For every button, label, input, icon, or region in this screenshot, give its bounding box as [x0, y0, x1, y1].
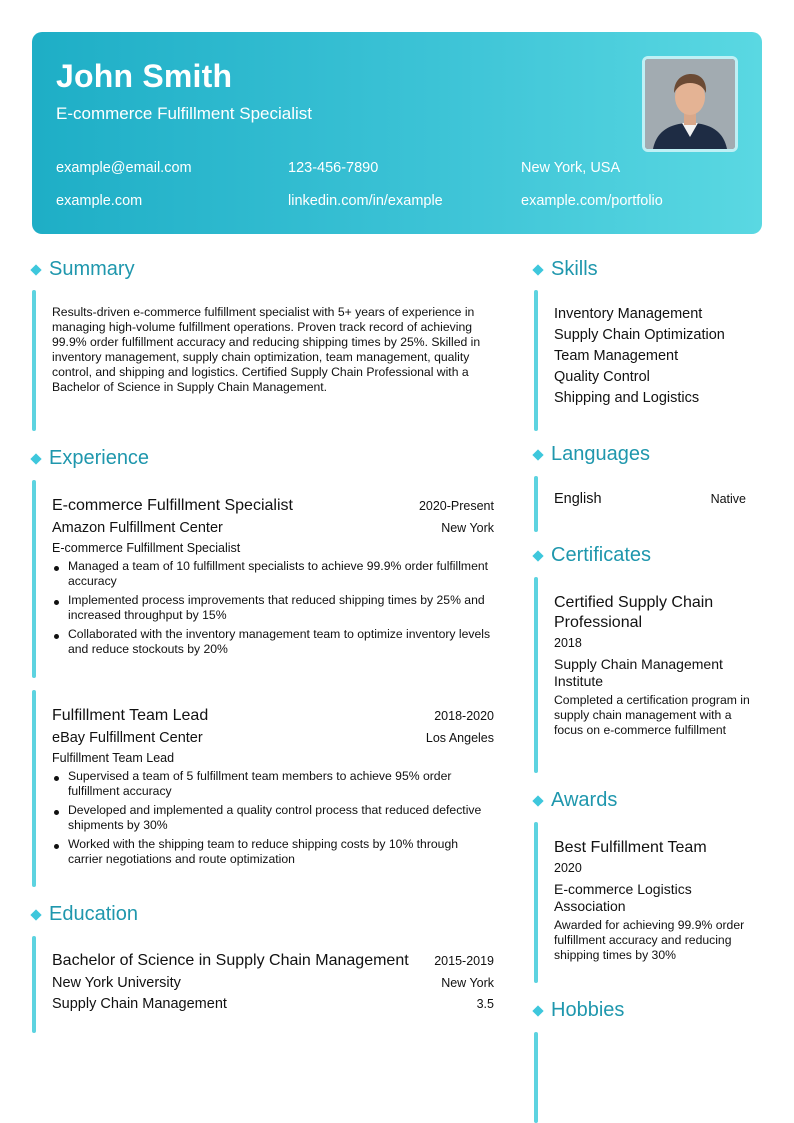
diamond-bullet-icon: [532, 795, 543, 806]
education-item: [32, 936, 502, 1033]
languages-heading: Languages: [534, 443, 650, 466]
diamond-bullet-icon: [532, 449, 543, 460]
skills-heading: Skills: [534, 258, 598, 281]
job-bullet: Developed and implemented a quality control process that reduced defective shipments by 30%: [52, 803, 492, 833]
candidate-name: John Smith: [56, 58, 233, 94]
experience-item: [32, 690, 502, 887]
contact-linkedin[interactable]: linkedin.com/in/example: [288, 193, 443, 209]
award-year: 2020: [554, 861, 582, 875]
candidate-title: E-commerce Fulfillment Specialist: [56, 104, 313, 123]
job-bullet: Collaborated with the inventory management team to optimize inventory levels and reduce stockouts by 20%: [52, 627, 492, 657]
awards-heading: Awards: [534, 789, 617, 812]
summary-card: [32, 290, 502, 431]
contact-email[interactable]: example@email.com: [56, 160, 192, 176]
job-dates: 2018-2020: [434, 709, 494, 723]
school-location: New York: [441, 976, 494, 990]
skill-item: Quality Control: [554, 369, 650, 385]
certificate-year: 2018: [554, 636, 582, 650]
contact-phone[interactable]: 123-456-7890: [288, 160, 379, 176]
resume-header: [32, 32, 762, 234]
diamond-bullet-icon: [532, 1005, 543, 1016]
certificate-title: Certified Supply Chain Professional: [554, 594, 714, 631]
contact-website[interactable]: example.com: [56, 193, 143, 209]
certificates-heading: Certificates: [534, 544, 651, 567]
job-title: Fulfillment Team Lead: [52, 707, 209, 724]
experience-item: [32, 480, 502, 678]
summary-heading: Summary: [32, 258, 135, 281]
award-description: Awarded for achieving 99.9% order fulfillment accuracy and reducing shipping times by 30%: [554, 918, 745, 962]
certificate-issuer: Supply Chain Management Institute: [554, 656, 723, 689]
company-name: Amazon Fulfillment Center: [52, 520, 223, 536]
diamond-bullet-icon: [30, 264, 41, 275]
skill-item: Shipping and Logistics: [554, 390, 700, 406]
profile-photo: [642, 56, 738, 152]
job-bullets: [52, 769, 492, 871]
award-title: Best Fulfillment Team: [554, 839, 707, 856]
contact-location: New York, USA: [521, 160, 621, 176]
diamond-bullet-icon: [30, 453, 41, 464]
education-heading: Education: [32, 903, 138, 926]
languages-card: [534, 476, 762, 532]
award-item: [534, 822, 762, 983]
certificate-item: [534, 577, 762, 773]
hobbies-card: [534, 1032, 762, 1123]
school-name: New York University: [52, 975, 181, 991]
company-name: eBay Fulfillment Center: [52, 730, 203, 746]
language-level: Native: [710, 492, 746, 506]
hobbies-heading: Hobbies: [534, 999, 624, 1022]
award-issuer: E-commerce Logistics Association: [554, 881, 692, 914]
job-location: New York: [441, 521, 494, 535]
certificate-description: Completed a certification program in supply chain management with a focus on e-commerce fulfillment: [554, 693, 750, 737]
education-dates: 2015-2019: [434, 954, 494, 968]
diamond-bullet-icon: [532, 550, 543, 561]
skills-card: [534, 290, 762, 431]
gpa: 3.5: [476, 997, 494, 1011]
job-location: Los Angeles: [425, 731, 494, 745]
job-role: Fulfillment Team Lead: [52, 751, 175, 765]
experience-heading: Experience: [32, 447, 149, 470]
job-bullet: Worked with the shipping team to reduce shipping costs by 10% through carrier negotiations and route optimization: [52, 837, 492, 867]
job-title: E-commerce Fulfillment Specialist: [52, 497, 293, 514]
contact-portfolio[interactable]: example.com/portfolio: [521, 193, 663, 209]
job-dates: 2020-Present: [418, 499, 494, 513]
skill-item: Inventory Management: [554, 306, 703, 322]
job-bullets: [52, 559, 492, 661]
summary-text: Results-driven e-commerce fulfillment specialist with 5+ years of experience in managing high-volume fulfillment operations. Proven track record of achieving 99.9% order fulfillment accuracy and reducing shipping times by 25%. Skilled in inventory management, supply chain optimization, team management, quality control, and shipping and logistics. Certified Supply Chain Professional with a Bachelor of Science in Supply Chain Management.: [52, 305, 481, 394]
skill-item: Supply Chain Optimization: [554, 327, 725, 343]
field-of-study: Supply Chain Management: [52, 996, 227, 1012]
diamond-bullet-icon: [532, 264, 543, 275]
diamond-bullet-icon: [30, 909, 41, 920]
degree-name: Bachelor of Science in Supply Chain Management: [52, 952, 409, 969]
language-name: English: [554, 491, 602, 507]
job-bullet: Implemented process improvements that reduced shipping times by 25% and increased throughput by 15%: [52, 593, 492, 623]
job-bullet: Managed a team of 10 fulfillment specialists to achieve 99.9% order fulfillment accuracy: [52, 559, 492, 589]
job-role: E-commerce Fulfillment Specialist: [52, 541, 241, 555]
skill-item: Team Management: [554, 348, 679, 364]
job-bullet: Supervised a team of 5 fulfillment team members to achieve 95% order fulfillment accuracy: [52, 769, 492, 799]
